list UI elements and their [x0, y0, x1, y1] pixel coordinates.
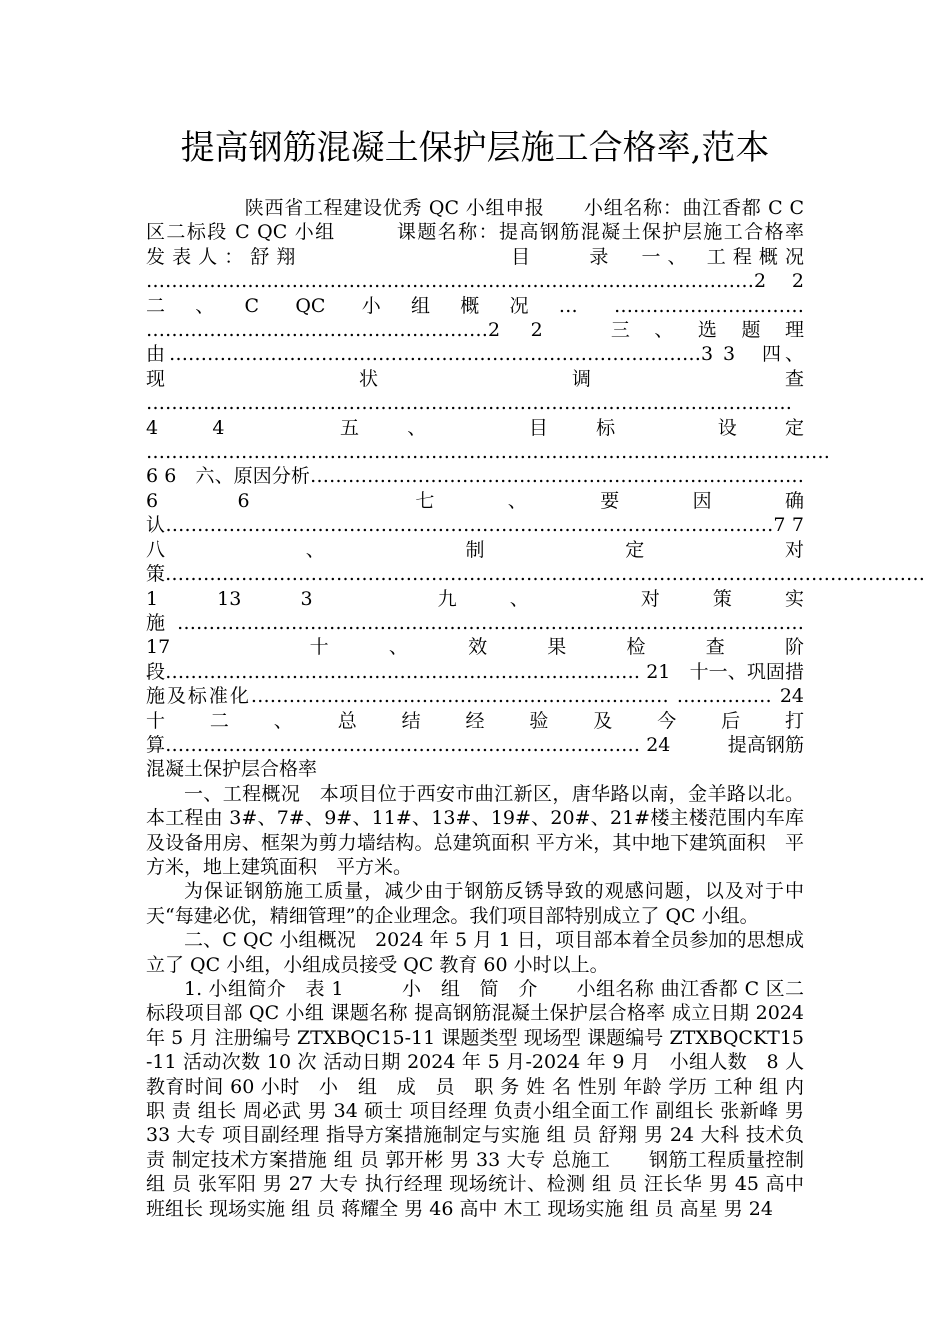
intro-text: 陕西省工程建设优秀 QC 小组申报 小组名称：曲江香都 C C 区二标段 C QC 小组 课题名称：提高钢筋混凝土保护层施工合格率 发表人：舒翔: [146, 197, 843, 268]
section-1-purpose-paragraph: 为保证钢筋施工质量，减少由于钢筋反锈导致的观感问题，以及对于中天“每建必优，精细管理”的企业理念。我们项目部特别成立了 QC 小组。: [146, 880, 804, 927]
section-1-paragraph: 一、工程概况 本项目位于西安市曲江新区，唐华路以南，金羊路以北。本工程由 3#、7#、9#、11#、13#、19#、20#、21#楼主楼范围内车库及设备用房、框架为剪力墙结构。总建筑面积 平方米，其中地下建筑面积 平方米，地上建筑面积 平方米。: [146, 782, 804, 878]
section-2-paragraph: 二、C QC 小组概况 2024 年 5 月 1 日，项目部本着全员参加的思想成立了 QC 小组，小组成员接受 QC 教育 60 小时以上。: [146, 929, 804, 976]
intro-paragraph: [146, 196, 926, 782]
document-title: 提高钢筋混凝土保护层施工合格率,范本: [180, 128, 770, 168]
section-2-1-paragraph: 1. 小组简介 表 1 小 组 简 介 小组名称 曲江香都 C 区二标段项目部 QC 小组 课题名称 提高钢筋混凝土保护层合格率 成立日期 2024 年 5 月 注册编号 ZTXBQC15-11 课题类型 现场型 课题编号 ZTXBQCKT15-11 活动次数 10 次 活动日期 2024 年 5 月-2024 年 9 月 小组人数 8 人 教育时间 60 小时 小 组 成 员 职 务 姓 名 性别 年龄 学历 工种 组 内 职 责 组长 周必武 男 34 硕士 项目经理 负责小组全面工作 副组长 张新峰 男 33 大专 项目副经理 指导方案措施制定与实施 组 员 舒翔 男 24 大科 技术负责 制定技术方案措施 组 员 郭开彬 男 33 大专 总施工 钢筋工程质量控制 组 员 张军阳 男 27 大专 执行经理 现场统计、检测 组 员 汪长华 男 45 高中 班组长 现场实施 组 员 蒋耀全 男 46 高中 木工 现场实施 组 员 高星 男 24: [146, 978, 804, 1220]
document-page: [146, 120, 926, 1221]
table-of-contents: 目 录 一、 工程概况 ……………………………………………………………………………………2 2 二、C QC 小组概况… ………………………… ………………………………………………2 2 三、选题理由…………………………………………………………………………3 3 四、 现状调查 …………………………………………………………………………………………4 4 五、 目标 设定 ………………………………………………………………………………………………6 6 六、原因分析……………………………………………………………………6 6 七、要因确认……………………………………………………………………………………7 7 八、制定对策…………………………………………………………………………………………………………1 13 3 九、 对策实施……………………………………………………………………………………… 17 十、效果检查阶段………………………………………………………………… 21 十一、巩固措施及标准化………………………………………………………… …………… 24 十二、总结经验及今后打算………………………………………………………………… 24 提高钢筋混凝土保护层合格率: [146, 245, 926, 781]
document-body: [146, 196, 926, 1221]
